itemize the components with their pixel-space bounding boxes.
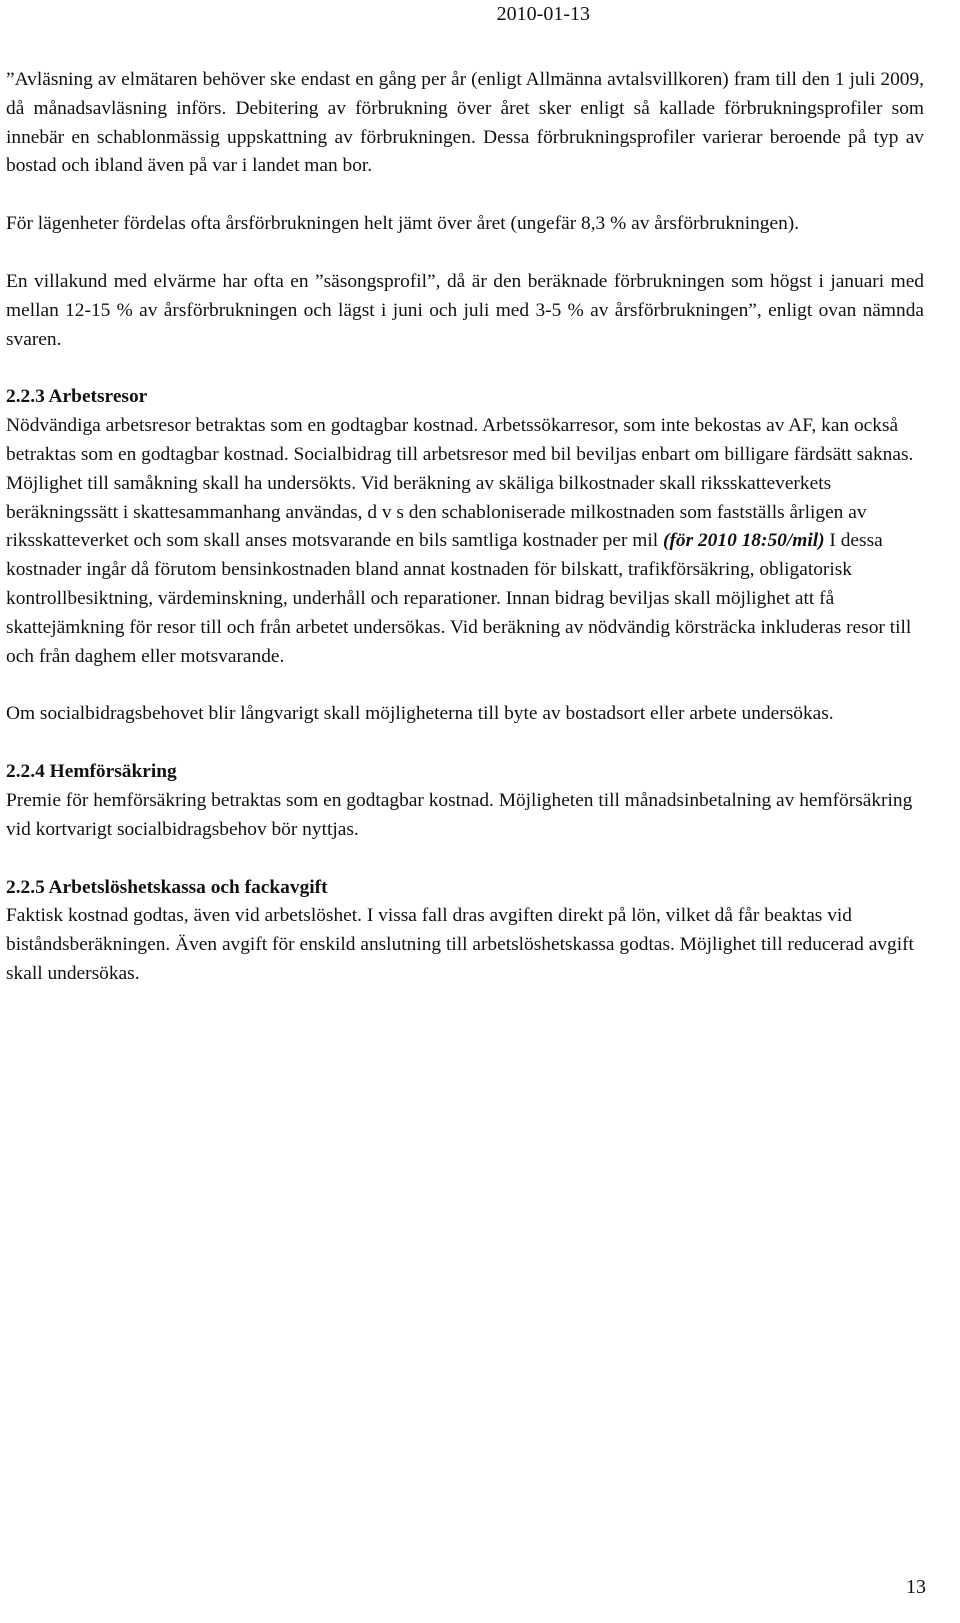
section-heading: 2.2.3 Arbetsresor <box>6 386 148 408</box>
section-heading: 2.2.4 Hemförsäkring <box>6 761 177 783</box>
paragraph-house-customer: En villakund med elvärme har ofta en ”säsongsprofil”, då är den beräknade förbrukningen som högst i januari med mellan 12-15 % av årsförbrukningen och lägst i juni och juli med 3-5 % av årsförbrukningen”, enligt ovan nämnda svaren. <box>6 270 924 350</box>
text-segment: I dessa kostnader ingår då förutom bensinkostnaden bland annat kostnaden för bilskatt, trafikförsäkring, obligatorisk kontrollbesiktning, värdeminskning, underhåll och reparationer. Innan bidrag beviljas skall möjlighet att få skattejämkning för resor till och från arbetet undersökas. Vid beräkning av nödvändig körsträcka inkluderas resor till och från daghem eller motsvarande. <box>6 530 912 667</box>
section-text: Faktisk kostnad godtas, även vid arbetslöshet. I vissa fall dras avgiften direkt på lön, vilket då får beaktas vid biståndsberäkningen. Även avgift för enskild anslutning till arbetslöshetskassa godtas. Möjlighet till reducerad avgift skall undersökas. <box>6 905 914 984</box>
section-arbetsloshetskassa <box>6 874 924 989</box>
page-number: 13 <box>906 1576 926 1598</box>
section-hemforsakring <box>6 758 924 844</box>
section-heading: 2.2.5 Arbetslöshetskassa och fackavgift <box>6 876 328 898</box>
mileage-rate-emphasis: (för 2010 18:50/mil) <box>662 530 825 552</box>
section-text <box>6 412 924 671</box>
paragraph-apartments: För lägenheter fördelas ofta årsförbrukningen helt jämt över året (ungefär 8,3 % av årsförbrukningen). <box>6 213 800 235</box>
document-body <box>6 66 924 989</box>
text-segment: Nödvändiga arbetsresor betraktas som en godtagbar kostnad. Arbetssökarresor, som inte bekostas av AF, kan också betraktas som en godtagbar kostnad. Socialbidrag till arbetsresor med bil beviljas enbart om billigare färdsätt saknas. Möjlighet till samåkning skall ha undersökts. Vid beräkning av skäliga bilkostnader skall riksskatteverkets beräkningssätt i skattesammanhang användas, d v s den schabloniserade milkostnaden som fastställs årligen av riksskatteverket och som skall anses motsvarande en bils samtliga kostnader per mil <box>6 415 914 552</box>
section-arbetsresor <box>6 383 924 729</box>
section-followup-text: Om socialbidragsbehovet blir långvarigt skall möjligheterna till byte av bostadsort eller arbete undersökas. <box>6 703 834 725</box>
section-text: Premie för hemförsäkring betraktas som en godtagbar kostnad. Möjligheten till månadsinbetalning av hemförsäkring vid kortvarigt socialbidragsbehov bör nyttjas. <box>6 789 913 840</box>
header-date: 2010-01-13 <box>496 3 590 25</box>
paragraph-quote-meter-reading: ”Avläsning av elmätaren behöver ske endast en gång per år (enligt Allmänna avtalsvillkoren) fram till den 1 juli 2009, då månadsavläsning införs. Debitering av förbrukning över året sker enligt så kallade förbrukningsprofiler som innebär en schablonmässig uppskattning av förbrukningen. Dessa förbrukningsprofiler varierar beroende på typ av bostad och ibland även på var i landet man bor. <box>6 69 924 177</box>
